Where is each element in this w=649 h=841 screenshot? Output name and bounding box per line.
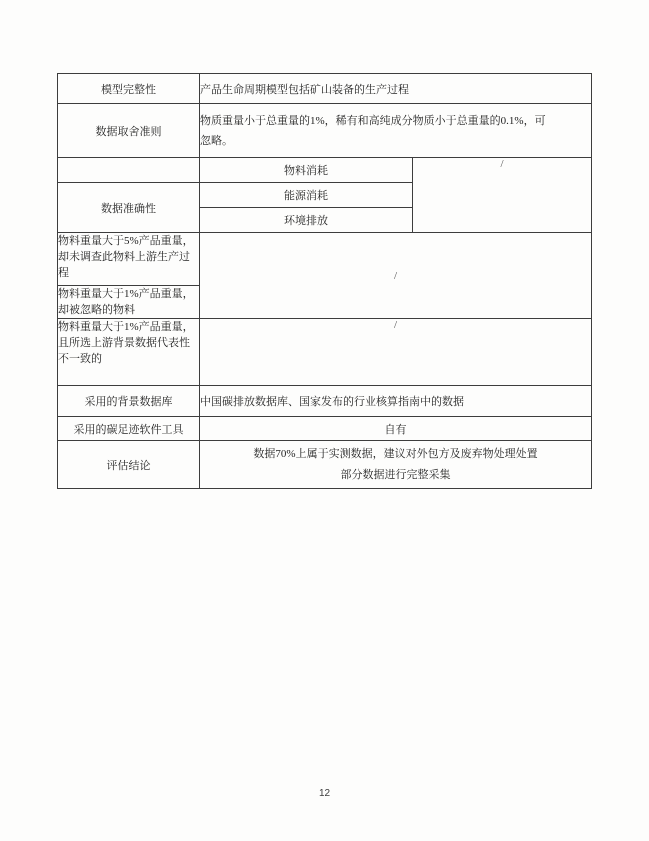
model-completeness-value: 产品生命周期模型包括矿山装备的生产过程 — [200, 74, 592, 104]
data-accuracy-value: / — [413, 158, 592, 233]
assessment-summary-table — [57, 73, 592, 489]
uninvestigated-material-label: 物料重量大于5%产品重量，却未调查此物料上游生产过程 — [58, 233, 200, 286]
table-row — [58, 104, 592, 158]
table-row — [58, 74, 592, 104]
data-selection-value — [200, 104, 592, 158]
background-database-value: 中国碳排放数据库、国家发布的行业核算指南中的数据 — [200, 386, 592, 417]
table-row — [58, 319, 592, 386]
table-row — [58, 417, 592, 441]
empty-cell — [58, 158, 200, 183]
software-tool-label: 采用的碳足迹软件工具 — [58, 417, 200, 441]
background-database-label: 采用的背景数据库 — [58, 386, 200, 417]
ignored-material-label: 物料重量大于1%产品重量，却被忽略的物料 — [58, 286, 200, 319]
conclusion-line-1: 数据70%上属于实测数据，建议对外包方及废弃物处理处置 — [253, 447, 538, 460]
page-number: 12 — [318, 788, 331, 799]
table-row — [58, 386, 592, 417]
unrepresentative-data-label: 物料重量大于1%产品重量，且所选上游背景数据代表性不一致的 — [58, 319, 200, 386]
table-row — [58, 441, 592, 489]
data-accuracy-label: 数据准确性 — [58, 183, 200, 233]
environmental-emission-cell: 环境排放 — [200, 208, 413, 233]
table-row — [58, 233, 592, 286]
energy-consumption-cell: 能源消耗 — [200, 183, 413, 208]
unrepresentative-data-value: / — [200, 319, 592, 386]
conclusion-label: 评估结论 — [58, 441, 200, 489]
software-tool-value: 自有 — [200, 417, 592, 441]
conclusion-value — [200, 441, 592, 489]
material-consumption-cell: 物料消耗 — [200, 158, 413, 183]
conclusion-line-2: 部分数据进行完整采集 — [340, 468, 451, 481]
data-selection-text: 物质重量小于总重量的1%，稀有和高纯成分物质小于总重量的0.1%，可忽略。 — [200, 114, 546, 147]
data-selection-label: 数据取舍准则 — [58, 104, 200, 158]
uninvestigated-material-value: / — [200, 233, 592, 319]
table-row — [58, 158, 592, 183]
model-completeness-label: 模型完整性 — [58, 74, 200, 104]
